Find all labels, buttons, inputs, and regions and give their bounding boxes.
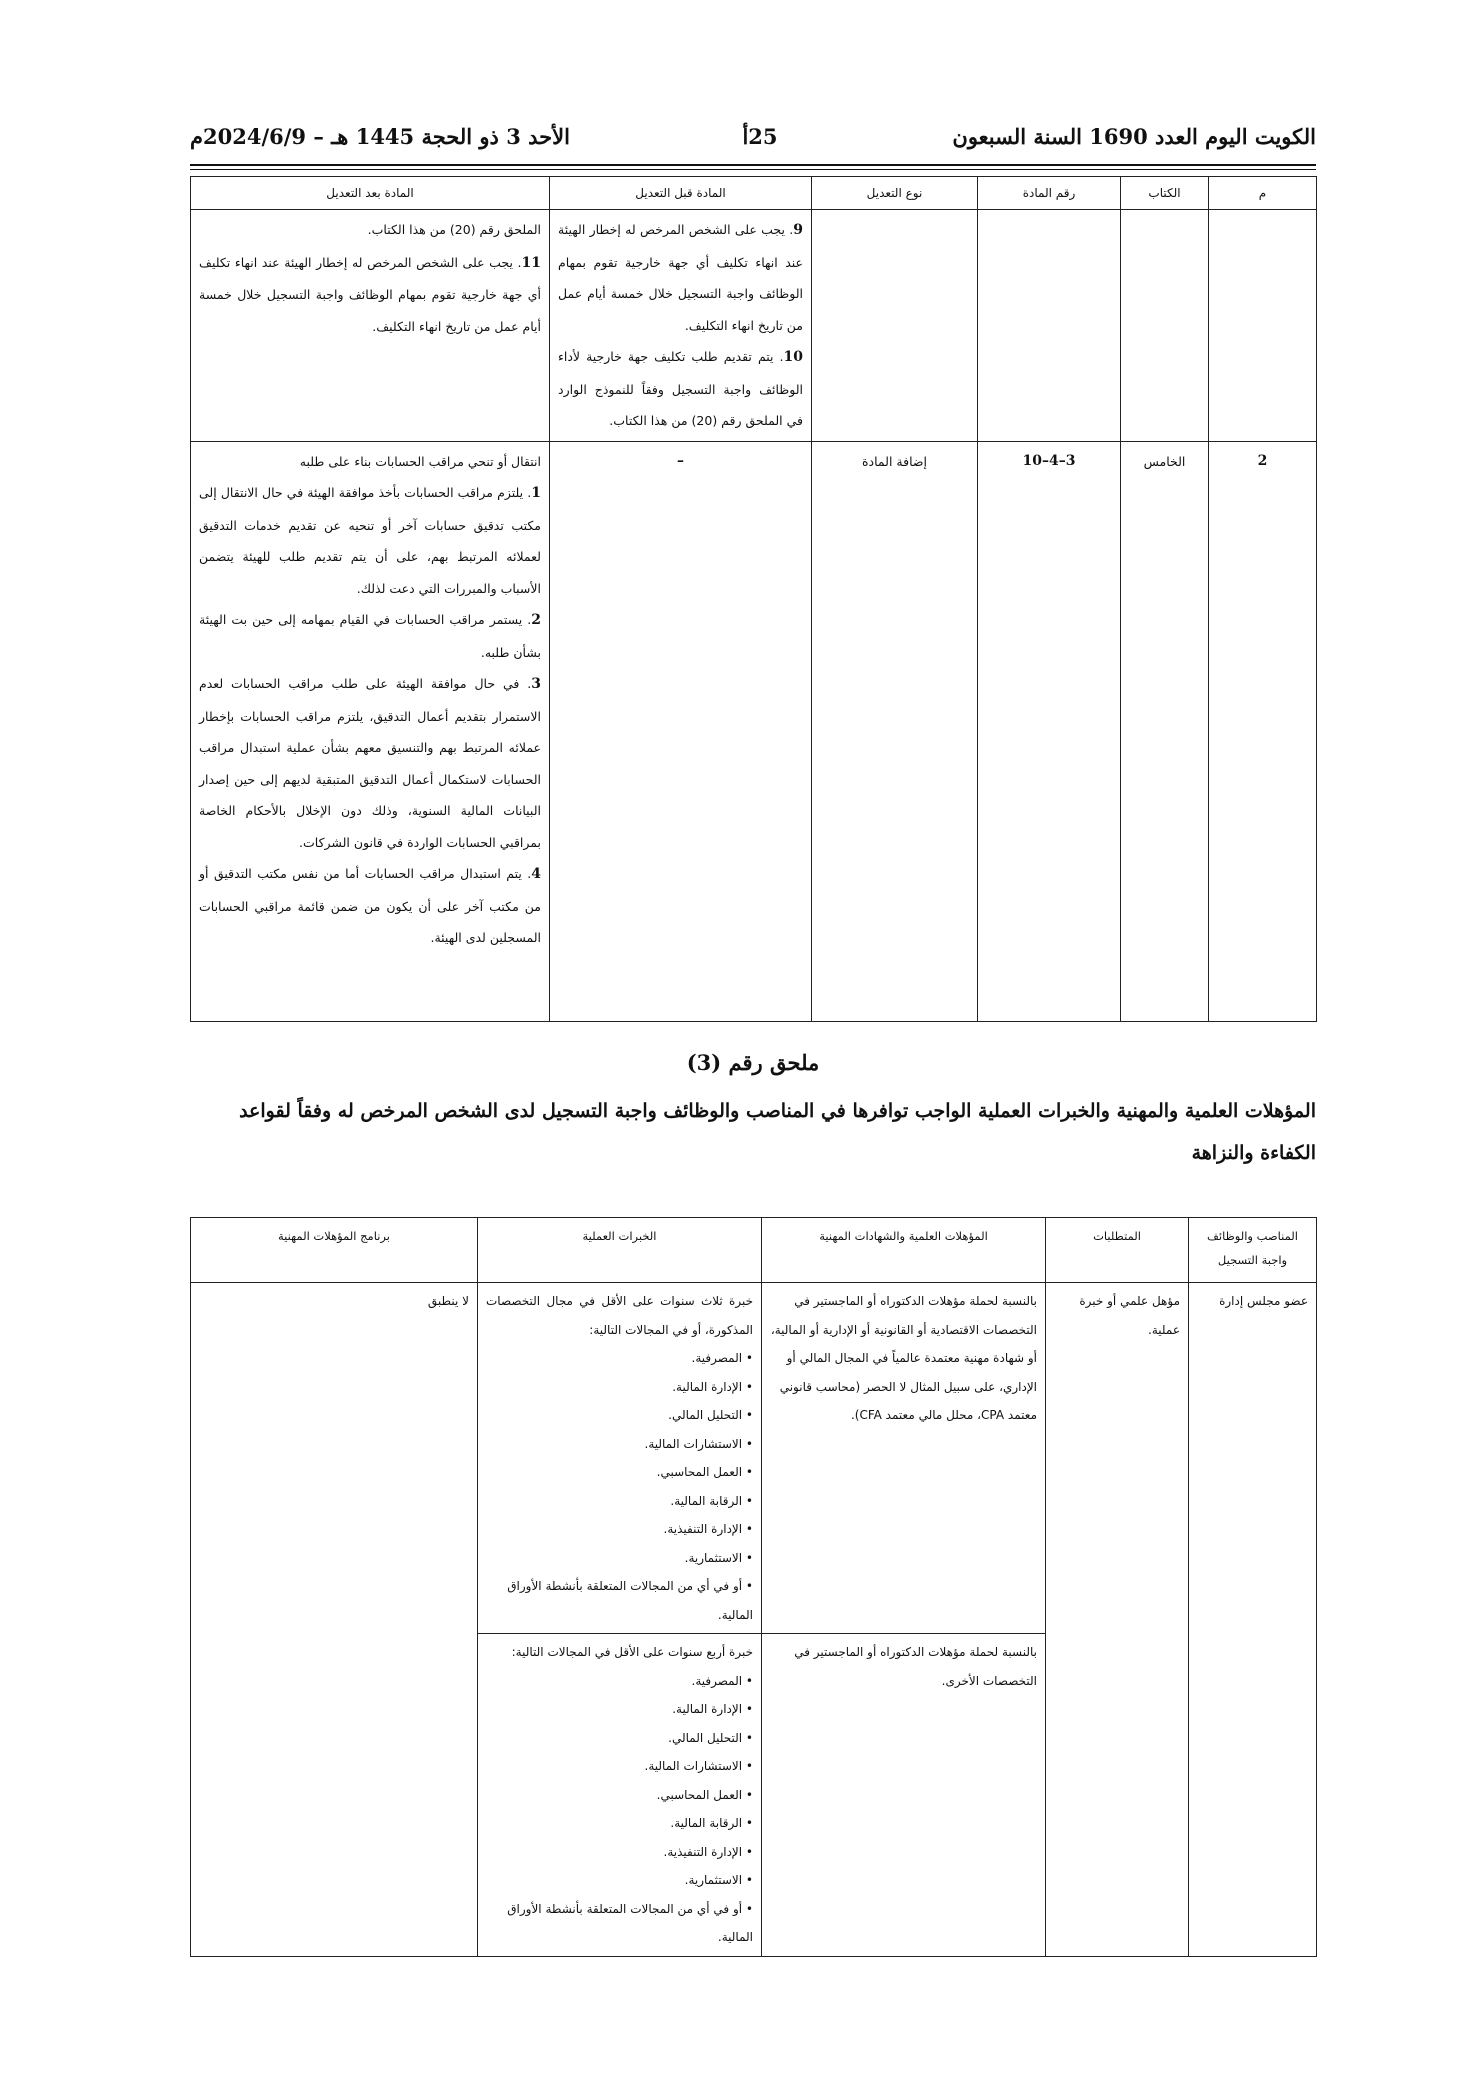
list-item: • الإدارة المالية. (486, 1695, 753, 1724)
cell-before (550, 210, 812, 442)
list-item: • التحليل المالي. (486, 1724, 753, 1753)
list-item: • الإدارة التنفيذية. (486, 1838, 753, 1867)
clause: الملحق رقم (20) من هذا الكتاب. (367, 222, 541, 237)
cell-experience (478, 1283, 762, 1634)
clause-title: انتقال أو تنحي مراقب الحسابات بناء على طلبه (299, 453, 541, 469)
gazette-issue: الكويت اليوم العدد 1690 السنة السبعون (952, 124, 1316, 149)
cell-article (978, 210, 1121, 442)
list-item: • الاستشارات المالية. (486, 1430, 753, 1459)
annex-subtitle: المؤهلات العلمية والمهنية والخبرات العملية الواجب توافرها في المناصب والوظائف واجبة التسجيل لدى الشخص المرخص له وفقاً لقواعد الكفاءة والنزاهة (239, 1100, 1316, 1164)
header-amendment-type: نوع التعديل (812, 177, 978, 210)
list-item: • المصرفية. (486, 1667, 753, 1696)
header-requirements: المتطلبات (1046, 1218, 1189, 1283)
qualifications-table (190, 1217, 1317, 1957)
clause: 1. يلتزم مراقب الحسابات بأخذ موافقة الهيئة في حال الانتقال إلى مكتب تدقيق حسابات آخر أو تنحيه عن تقديم خدمات التدقيق لعملائه المرتبط بهم، على أن يتم تقديم طلب للهيئة يتضمن الأسباب والمبررات التي دعت لذلك. (199, 485, 541, 596)
cell-experience (478, 1634, 762, 1957)
annex-title: ملحق رقم (3) (686, 1050, 820, 1075)
list-item: • أو في أي من المجالات المتعلقة بأنشطة الأوراق المالية. (486, 1895, 753, 1952)
clause: 2. يستمر مراقب الحسابات في القيام بمهامه إلى حين بت الهيئة بشأن طلبه. (199, 612, 541, 660)
clause: 3. في حال موافقة الهيئة على طلب مراقب الحسابات لعدم الاستمرار بتقديم أعمال التدقيق، يلتزم مراقب الحسابات بإخطار عملائه المرتبط بهم والتنسيق معهم بشأن عملية استبدال مراقب الحسابات لاستكمال أعمال التدقيق المتبقية لديهم إلى حين إصدار البيانات المالية السنوية، وذلك دون الإخلال بالأحكام الخاصة بمراقبي الحسابات الواردة في قانون الشركات. (199, 676, 541, 850)
page-number: 25أ (742, 124, 778, 149)
cell-requirement: مؤهل علمي أو خبرة عملية. (1046, 1283, 1189, 1957)
list-item: • الاستثمارية. (486, 1544, 753, 1573)
clause: 4. يتم استبدال مراقب الحسابات أما من نفس مكتب التدقيق أو من مكتب آخر على أن يكون من ضمن قائمة مراقبي الحسابات المسجلين لدى الهيئة. (199, 866, 541, 945)
clause: 10. يتم تقديم طلب تكليف جهة خارجية لأداء الوظائف واجبة التسجيل وفقاً للنموذج الوارد في الملحق رقم (20) من هذا الكتاب. (558, 349, 803, 428)
cell-after (191, 210, 550, 442)
page-header (190, 118, 1316, 158)
cell-book: الخامس (1121, 441, 1209, 1021)
header-article-number: رقم المادة (978, 177, 1121, 210)
header-experience: الخبرات العملية (478, 1218, 762, 1283)
list-item: • الرقابة المالية. (486, 1487, 753, 1516)
cell-after (191, 441, 550, 1021)
clause: 9. يجب على الشخص المرخص له إخطار الهيئة عند انهاء تكليف أي جهة خارجية تقوم بمهام الوظائف واجبة التسجيل خلال خمسة أيام عمل من تاريخ انهاء التكليف. (558, 222, 803, 333)
table-row (191, 210, 1317, 442)
cell-qualification: بالنسبة لحملة مؤهلات الدكتوراه أو الماجستير في التخصصات الأخرى. (762, 1634, 1046, 1957)
cell-m (1209, 210, 1317, 442)
header-book: الكتاب (1121, 177, 1209, 210)
list-item: • الاستثمارية. (486, 1866, 753, 1895)
cell-type: إضافة المادة (812, 441, 978, 1021)
clause: 11. يجب على الشخص المرخص له إخطار الهيئة عند انهاء تكليف أي جهة خارجية تقوم بمهام الوظائف واجبة التسجيل خلال خمسة أيام عمل من تاريخ انهاء التكليف. (199, 254, 541, 334)
header-program: برنامج المؤهلات المهنية (191, 1218, 478, 1283)
list-item: • التحليل المالي. (486, 1401, 753, 1430)
table-header-row (191, 1218, 1317, 1283)
list-item: • الاستشارات المالية. (486, 1752, 753, 1781)
list-item: • الرقابة المالية. (486, 1809, 753, 1838)
experience-intro: خبرة ثلاث سنوات على الأقل في مجال التخصصات المذكورة، أو في المجالات التالية: (486, 1294, 753, 1337)
header-positions: المناصب والوظائف واجبة التسجيل (1189, 1218, 1317, 1283)
table-row (191, 1283, 1317, 1634)
header-rule (190, 164, 1316, 166)
cell-book (1121, 210, 1209, 442)
cell-type (812, 210, 978, 442)
experience-intro: خبرة أربع سنوات على الأقل في المجالات التالية: (511, 1645, 753, 1659)
cell-qualification: بالنسبة لحملة مؤهلات الدكتوراه أو الماجستير في التخصصات الاقتصادية أو القانونية أو الإدارية أو المالية، أو شهادة مهنية معتمدة عالمياً في المجال المالي أو الإداري، على سبيل المثال لا الحصر (محاسب قانوني معتمد CPA، محلل مالي معتمد CFA). (762, 1283, 1046, 1634)
list-item: • الإدارة التنفيذية. (486, 1515, 753, 1544)
cell-article: 3–4–10 (978, 441, 1121, 1021)
table-row (191, 441, 1317, 1021)
header-rule-thin (190, 169, 1316, 170)
list-item: • العمل المحاسبي. (486, 1781, 753, 1810)
cell-before: – (550, 441, 812, 1021)
experience-list (486, 1667, 753, 1952)
cell-program: لا ينطبق (191, 1283, 478, 1957)
header-article-before: المادة قبل التعديل (550, 177, 812, 210)
list-item: • الإدارة المالية. (486, 1373, 753, 1402)
header-article-after: المادة بعد التعديل (191, 177, 550, 210)
header-m: م (1209, 177, 1317, 210)
amendments-table (190, 176, 1317, 1022)
cell-position: عضو مجلس إدارة (1189, 1283, 1317, 1957)
issue-date: الأحد 3 ذو الحجة 1445 هـ – 2024/6/9م (190, 124, 570, 149)
table-header-row (191, 177, 1317, 210)
experience-list (486, 1344, 753, 1629)
cell-m: 2 (1209, 441, 1317, 1021)
list-item: • العمل المحاسبي. (486, 1458, 753, 1487)
header-qualifications: المؤهلات العلمية والشهادات المهنية (762, 1218, 1046, 1283)
list-item: • المصرفية. (486, 1344, 753, 1373)
list-item: • أو في أي من المجالات المتعلقة بأنشطة الأوراق المالية. (486, 1572, 753, 1629)
